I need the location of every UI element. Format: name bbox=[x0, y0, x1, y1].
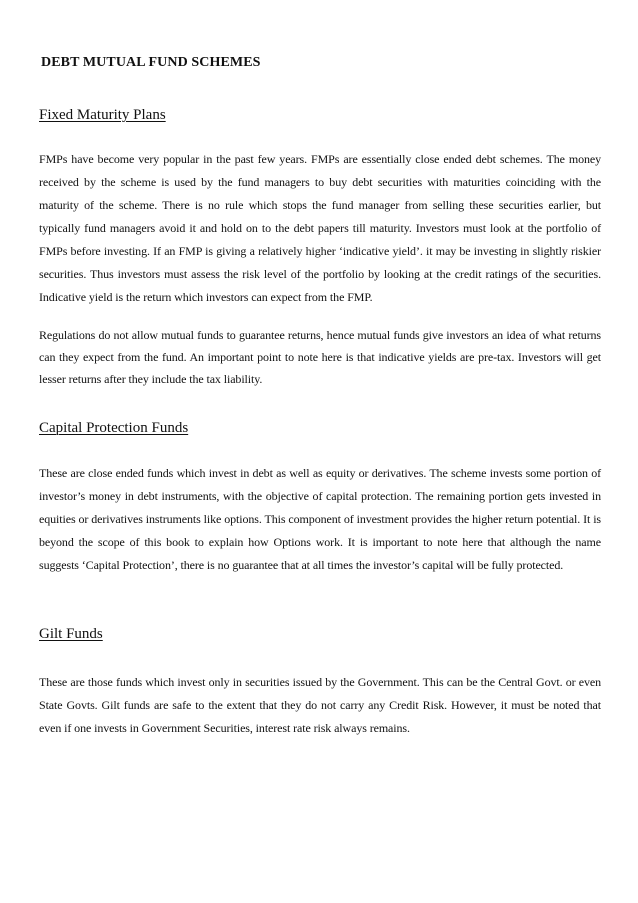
gilt-funds-paragraph: These are those funds which invest only in securities issued by the Government. This can be the Central Govt. or even State Govts. Gilt funds are safe to the extent that they do not carry any Credit Risk. However, it must be noted that even if one invests in Government Securities, interest rate risk always remains. bbox=[39, 675, 601, 735]
fmp-paragraph-1: FMPs have become very popular in the past few years. FMPs are essentially close ended debt schemes. The money received by the scheme is used by the fund managers to buy debt securities with maturities coinciding with the maturity of the scheme. There is no rule which stops the fund manager from selling these securities earlier, but typically fund managers avoid it and hold on to the debt papers till maturity. Investors must look at the portfolio of FMPs before investing. If an FMP is giving a relatively higher ‘indicative yield’. it may be investing in slightly riskier securities. Thus investors must assess the risk level of the portfolio by looking at the credit ratings of the securities. Indicative yield is the return which investors can expect from the FMP. bbox=[39, 152, 601, 304]
section-heading-gilt-funds: Gilt Funds bbox=[39, 626, 103, 642]
fmp-paragraph-2: Regulations do not allow mutual funds to guarantee returns, hence mutual funds give investors an idea of what returns can they expect from the fund. An important point to note here is that indicative yields are pre-tax. Investors will get lesser returns after they include the tax liability. bbox=[39, 328, 601, 386]
document-title: DEBT MUTUAL FUND SCHEMES bbox=[41, 55, 261, 70]
capital-protection-paragraph: These are close ended funds which invest in debt as well as equity or derivatives. The scheme invests some portion of investor’s money in debt instruments, with the objective of capital protection. The remaining portion gets invested in equities or derivatives instruments like options. This component of investment provides the higher return potential. It is beyond the scope of this book to explain how Options work. It is important to note here that although the name suggests ‘Capital Protection’, there is no guarantee that at all times the investor’s capital will be fully protected. bbox=[39, 466, 601, 572]
section-heading-capital-protection-funds: Capital Protection Funds bbox=[39, 420, 189, 436]
section-heading-fixed-maturity-plans: Fixed Maturity Plans bbox=[39, 107, 166, 123]
